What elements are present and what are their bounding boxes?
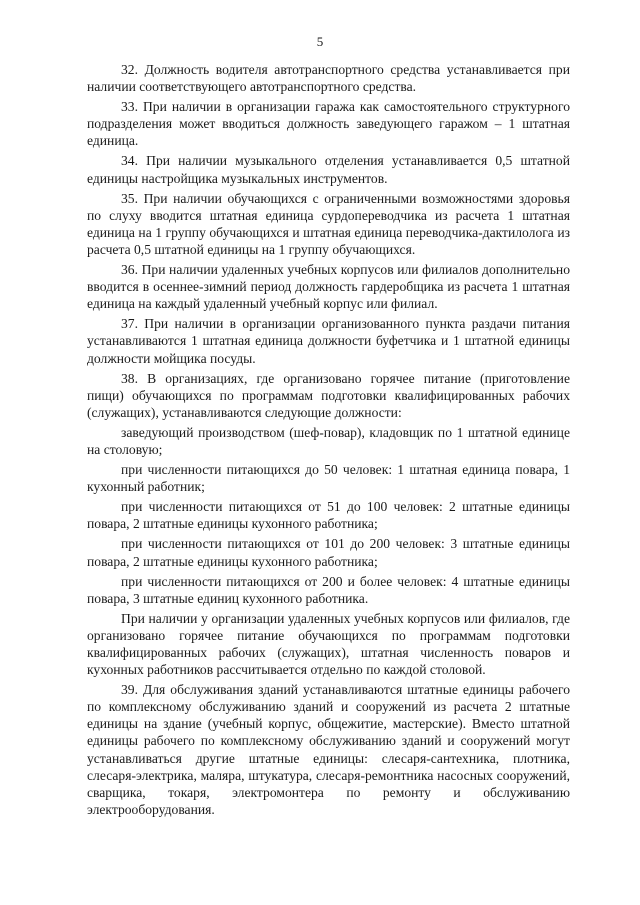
paragraph-38-51-to-100: при численности питающихся от 51 до 100 человек: 2 штатные единицы повара, 2 штатные единицы кухонного работника; [87, 499, 570, 532]
document-body [87, 61, 570, 818]
paragraph-38-101-to-200: при численности питающихся от 101 до 200 человек: 3 штатные единицы повара, 2 штатные единицы кухонного работника; [87, 536, 570, 569]
paragraph-37: 37. При наличии в организации организованного пункта раздачи питания устанавливаются 1 штатная единица должности буфетчика и 1 штатной единицы должности мойщика посуды. [87, 316, 570, 366]
paragraph-36: 36. При наличии удаленных учебных корпусов или филиалов дополнительно вводится в осеннее-зимний период должность гардеробщика из расчета 1 штатная единица на каждый удаленный учебный корпус или филиал. [87, 262, 570, 312]
paragraph-38-remote-buildings: При наличии у организации удаленных учебных корпусов или филиалов, где организовано горячее питание обучающихся по программам подготовки квалифицированных рабочих (служащих), штатная численность поваров и кухонных работников рассчитывается отдельно по каждой столовой. [87, 610, 570, 678]
paragraph-34: 34. При наличии музыкального отделения устанавливается 0,5 штатной единицы настройщика музыкальных инструментов. [87, 153, 570, 186]
paragraph-35: 35. При наличии обучающихся с ограниченными возможностями здоровья по слуху вводится штатная единица сурдопереводчика из расчета 1 штатная единица на 1 группу обучающихся и штатная единица переводчика-дактилолога из расчета 0,5 штатной единицы на 1 группу обучающихся. [87, 190, 570, 257]
page-number: 5 [316, 34, 324, 49]
paragraph-33: 33. При наличии в организации гаража как самостоятельного структурного подразделения может вводиться должность заведующего гаражом – 1 штатная единица. [87, 99, 570, 149]
paragraph-39: 39. Для обслуживания зданий устанавливаются штатные единицы рабочего по комплексному обслуживанию зданий и сооружений из расчета 2 штатные единицы на здание (учебный корпус, общежитие, мастерские). Вместо штатной единицы рабочего по комплексному обслуживанию зданий и сооружений могут устанавливаться другие штатные единицы: слесаря-сантехника, плотника, слесаря-электрика, маляра, штукатура, слесаря-ремонтника насосных сооружений, сварщика, токаря, электромонтера по ремонту и обслуживанию электрооборудования. [87, 682, 570, 817]
paragraph-38-200-plus: при численности питающихся от 200 и более человек: 4 штатные единицы повара, 3 штатные единиц кухонного работника. [87, 573, 570, 606]
paragraph-32: 32. Должность водителя автотранспортного средства устанавливается при наличии соответствующего автотранспортного средства. [87, 62, 570, 95]
paragraph-38-up-to-50: при численности питающихся до 50 человек: 1 штатная единица повара, 1 кухонный работник; [87, 462, 570, 495]
paragraph-38: 38. В организациях, где организовано горячее питание (приготовление пищи) обучающихся по программам подготовки квалифицированных рабочих (служащих), устанавливаются следующие должности: [87, 370, 570, 420]
paragraph-38-head-of-production: заведующий производством (шеф-повар), кладовщик по 1 штатной единице на столовую; [87, 424, 570, 457]
